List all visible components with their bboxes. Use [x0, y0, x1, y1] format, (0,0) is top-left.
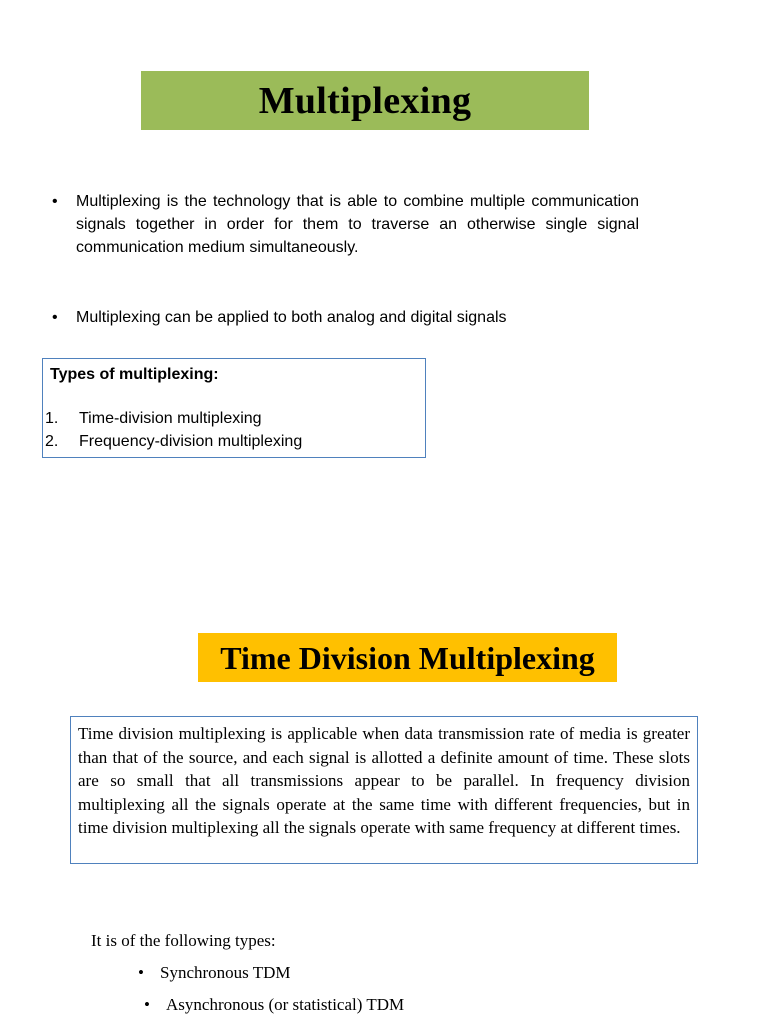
- bullet-icon: •: [138, 963, 144, 982]
- list-item: [144, 995, 404, 1015]
- item-label: Frequency-division multiplexing: [79, 433, 303, 450]
- bullet-text: Multiplexing can be applied to both analog and digital signals: [76, 309, 507, 326]
- tdm-paragraph: Time division multiplexing is applicable when data transmission rate of media is greater than that of the source, and each signal is allotted a definite amount of time. These slots are so small that all transmissions appear to be parallel. In frequency division multiplexing all the signals operate at the same time with different frequencies, but in time division multiplexing all the signals operate with same frequency at different times.: [78, 724, 690, 837]
- item-number: 2.: [45, 433, 59, 450]
- list-item: [45, 410, 262, 428]
- item-number: 1.: [45, 410, 59, 427]
- tdm-type-label: Asynchronous (or statistical) TDM: [166, 995, 405, 1014]
- section-title: Time Division Multiplexing: [220, 639, 595, 676]
- list-item: [52, 190, 639, 259]
- bullet-icon: •: [52, 309, 58, 326]
- tdm-banner: [198, 633, 617, 682]
- list-item: [138, 963, 291, 983]
- title-banner: [141, 71, 589, 130]
- item-label: Time-division multiplexing: [79, 410, 262, 427]
- page-title: Multiplexing: [258, 79, 472, 122]
- tdm-types-intro: It is of the following types:: [91, 931, 276, 950]
- bullet-icon: •: [144, 995, 150, 1014]
- bullet-text: Multiplexing is the technology that is able to combine multiple communication signals together in order for them to traverse an otherwise single signal communication medium simultaneously.: [76, 193, 639, 256]
- list-item: [52, 306, 639, 329]
- bullet-icon: •: [52, 193, 58, 210]
- tdm-type-label: Synchronous TDM: [160, 963, 291, 982]
- types-of-multiplexing-box: [42, 358, 426, 458]
- tdm-description-box: [70, 716, 698, 864]
- types-box-heading: Types of multiplexing:: [50, 366, 219, 383]
- list-item: [45, 433, 302, 451]
